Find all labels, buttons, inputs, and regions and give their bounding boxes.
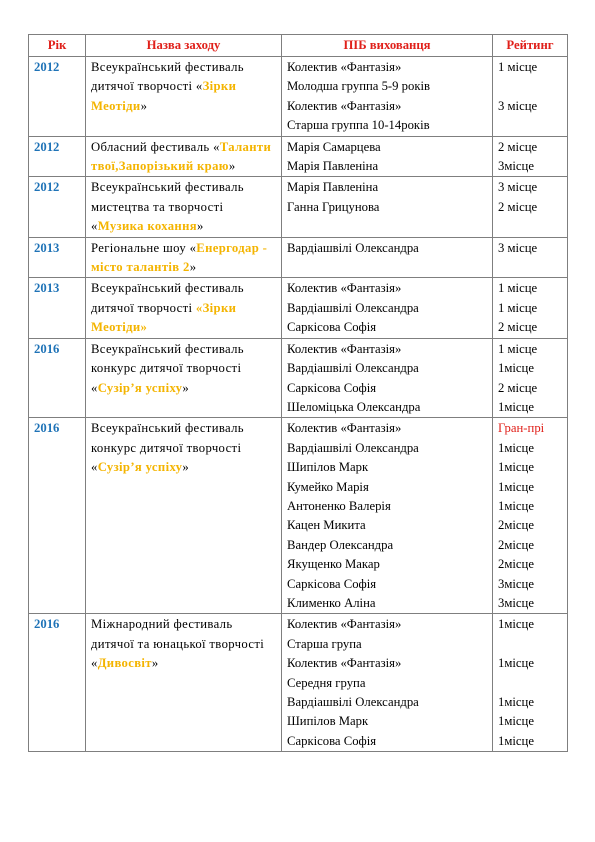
year-cell: 2012 (29, 177, 86, 237)
event-title (91, 281, 244, 334)
header-event: Назва заходу (86, 35, 282, 57)
participant-name: Старша група (287, 636, 362, 651)
participant-name: Вардіашвілі Олександра (287, 300, 419, 315)
participant-name: Шипілов Марк (287, 714, 369, 729)
participant-name: Вардіашвілі Олександра (287, 240, 419, 255)
participant-name: Марія Павленіна (287, 180, 379, 195)
event-cell (86, 177, 282, 237)
event-text-part: » (189, 260, 197, 275)
table-row (29, 57, 568, 137)
table-row (29, 278, 568, 338)
event-cell (86, 237, 282, 278)
participant-name: Колектив «Фантазія» (287, 617, 402, 632)
participant-cell (282, 614, 493, 752)
participant-name: Колектив «Фантазія» (287, 421, 402, 436)
rating-cell (493, 614, 568, 752)
participant-name: Шипілов Марк (287, 460, 369, 475)
participant-name: Колектив «Фантазія» (287, 341, 402, 356)
participant-name: Вардіашвілі Олександра (287, 440, 419, 455)
event-text-part: Всеукраїнський фестиваль конкурс дитячої творчості « (91, 421, 244, 475)
participant-name: Ганна Грицунова (287, 199, 380, 214)
rating-cell (493, 338, 568, 418)
participant-cell (282, 177, 493, 237)
awards-table (28, 34, 568, 752)
participant-name: Шеломіцька Олександра (287, 399, 421, 414)
rating-value: 3 місце (498, 98, 538, 113)
participant-cell (282, 237, 493, 278)
table-row (29, 177, 568, 237)
participant-name: Марія Павленіна (287, 159, 379, 174)
rating-value: 1місце (498, 479, 534, 494)
rating-value (498, 635, 562, 654)
event-highlight: Енергодар - місто талантів 2 (91, 240, 268, 275)
rating-value: 1 місце (498, 300, 538, 315)
participant-name: Якущенко Макар (287, 557, 380, 572)
participant-name: Старша группа 10-14років (287, 118, 430, 133)
year-cell: 2012 (29, 57, 86, 137)
rating-value: 1місце (498, 714, 534, 729)
table-row (29, 237, 568, 278)
participant-name: Середня група (287, 675, 366, 690)
event-highlight: Таланти твої,Запорізький краю (91, 139, 272, 174)
event-text-part: » (151, 656, 159, 671)
table-row (29, 338, 568, 418)
grand-prix-badge: Гран-прі (498, 421, 545, 436)
rating-value: 1 місце (498, 281, 538, 296)
participant-name: Клименко Аліна (287, 595, 376, 610)
rating-cell (493, 278, 568, 338)
rating-value: 2 місце (498, 199, 538, 214)
event-highlight: «Зірки Меотіди» (91, 300, 237, 335)
rating-value: 1місце (498, 694, 534, 709)
participant-name: Вардіашвілі Олександра (287, 695, 419, 709)
event-title (91, 342, 244, 395)
year-cell: 2013 (29, 237, 86, 278)
participant-name: Саркісова Софія (287, 380, 377, 395)
event-text-part: Всеукраїнський фестиваль дитячої творчості « (91, 60, 244, 94)
event-title (91, 60, 244, 113)
table-row (29, 614, 568, 752)
rating-value: 3місце (498, 576, 534, 591)
table-body (29, 57, 568, 752)
rating-value: 2місце (498, 537, 534, 552)
rating-value: 2 місце (498, 139, 538, 154)
rating-cell (493, 237, 568, 278)
participant-name: Колектив «Фантазія» (287, 281, 402, 296)
rating-value: 1місце (498, 733, 534, 748)
rating-value: 1 місце (498, 60, 538, 74)
event-text-part: Міжнародний фестиваль дитячої та юнацької творчості « (91, 617, 265, 671)
event-text-part: » (196, 219, 204, 234)
rating-value: 3 місце (498, 240, 538, 255)
event-highlight: Сузір’я успіху (97, 380, 183, 395)
event-title (91, 421, 244, 474)
event-title (91, 180, 244, 233)
event-cell (86, 136, 282, 177)
year-cell: 2013 (29, 278, 86, 338)
participant-name: Молодша группа 5-9 років (287, 79, 431, 94)
table-header (29, 35, 568, 57)
event-highlight: Зірки Меотіди (91, 79, 237, 113)
participant-name: Саркісова Софія (287, 576, 377, 591)
rating-cell (493, 177, 568, 237)
rating-value: 1місце (498, 399, 534, 414)
year-cell: 2016 (29, 418, 86, 614)
participant-name: Вандер Олександра (287, 537, 394, 552)
rating-value: 1місце (498, 361, 534, 376)
participant-name: Антоненко Валерія (287, 498, 391, 513)
event-cell (86, 57, 282, 137)
participant-cell (282, 418, 493, 614)
event-text-part: Обласний фестиваль « (91, 139, 220, 154)
rating-value: 2 місце (498, 320, 538, 335)
rating-cell (493, 57, 568, 137)
event-text-part: » (182, 460, 190, 475)
rating-value: 2місце (498, 557, 534, 572)
participant-cell (282, 338, 493, 418)
participant-name: Кумейко Марія (287, 479, 369, 494)
rating-value: 3місце (498, 159, 534, 174)
event-title (91, 617, 264, 670)
rating-cell (493, 136, 568, 177)
rating-value: 1місце (498, 656, 534, 671)
event-cell (86, 278, 282, 338)
rating-value: 3 місце (498, 180, 538, 195)
participant-cell (282, 278, 493, 338)
rating-value: 1місце (498, 440, 534, 455)
event-text-part: » (228, 159, 236, 174)
header-name: ПІБ вихованця (282, 35, 493, 57)
event-text-part: Регіональне шоу « (91, 240, 197, 255)
rating-cell (493, 418, 568, 614)
year-cell: 2016 (29, 338, 86, 418)
participant-cell (282, 136, 493, 177)
rating-value: 1 місце (498, 341, 538, 356)
participant-name: Кацен Микита (287, 518, 366, 533)
event-highlight: Дивосвіт (97, 656, 152, 671)
header-rating: Рейтинг (493, 35, 568, 57)
participant-name: Колектив «Фантазія» (287, 98, 402, 113)
event-text-part: » (140, 98, 148, 113)
rating-value: 1місце (498, 498, 534, 513)
table-row (29, 418, 568, 614)
rating-value: 1місце (498, 617, 534, 632)
rating-value (498, 116, 562, 135)
event-title (91, 140, 271, 173)
rating-value (498, 77, 562, 96)
rating-value: 1місце (498, 460, 534, 475)
header-row (29, 35, 568, 57)
header-year: Рік (29, 35, 86, 57)
event-highlight: Сузір’я успіху (97, 460, 183, 475)
participant-name: Саркісова Софія (287, 733, 377, 748)
participant-name: Колектив «Фантазія» (287, 656, 402, 671)
event-title (91, 241, 267, 274)
rating-value: 3місце (498, 595, 534, 610)
event-cell (86, 338, 282, 418)
table-row (29, 136, 568, 177)
participant-name: Колектив «Фантазія» (287, 60, 402, 74)
rating-value: 2 місце (498, 380, 538, 395)
event-text-part: Всеукраїнський фестиваль конкурс дитячої творчості « (91, 341, 244, 395)
event-cell (86, 418, 282, 614)
year-cell: 2016 (29, 614, 86, 752)
event-cell (86, 614, 282, 752)
event-text-part: Всеукраїнський фестиваль мистецтва та творчості « (91, 180, 244, 234)
event-text-part: » (182, 380, 190, 395)
participant-name: Саркісова Софія (287, 320, 377, 335)
rating-value (498, 674, 562, 693)
event-highlight: Музика кохання (97, 219, 197, 234)
participant-cell (282, 57, 493, 137)
rating-value: 2місце (498, 518, 534, 533)
participant-name: Вардіашвілі Олександра (287, 361, 419, 376)
year-cell: 2012 (29, 136, 86, 177)
event-text-part: Всеукраїнський фестиваль дитячої творчості (91, 281, 244, 315)
participant-name: Марія Самарцева (287, 139, 381, 154)
